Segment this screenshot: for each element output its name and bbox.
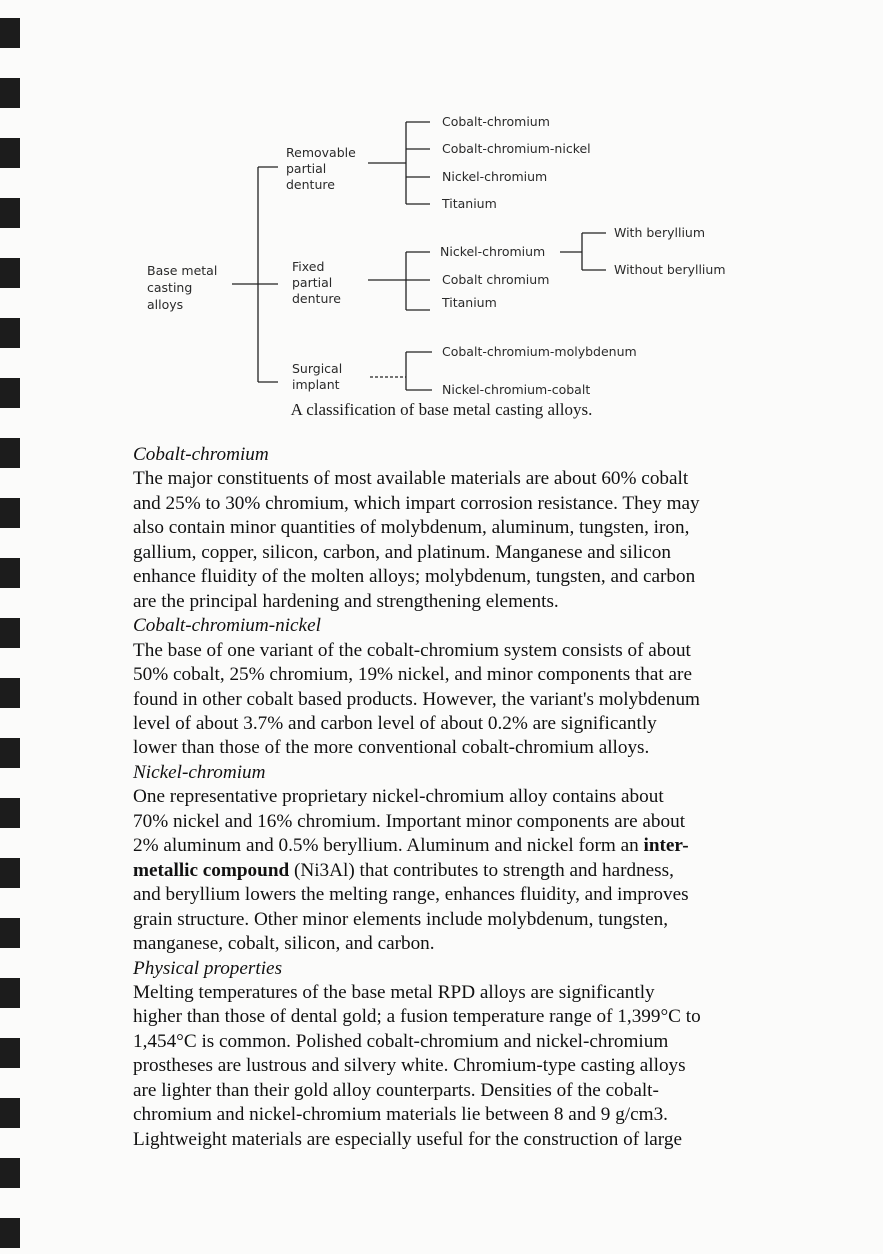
binding-hole	[0, 1218, 20, 1248]
branch-surgical-label: Surgical implant	[292, 361, 343, 392]
branch-fixed-label: Fixed partial denture	[292, 259, 341, 306]
leaf-label: Nickel-chromium	[440, 244, 546, 259]
section-body-text: (Ni3Al) that contributes to strength and hardness, and beryllium lowers the melting range, enhances fluidity, and improves grain structure. Other minor elements include molybdenum, tungsten, manganese, cobalt, silicon, and carbon.	[133, 859, 689, 955]
binding-hole	[0, 678, 20, 708]
section-heading: Cobalt-chromium-nickel	[133, 615, 321, 637]
diagram-caption: A classification of base metal casting alloys.	[290, 400, 593, 419]
section-body: The base of one variant of the cobalt-chromium system consists of about 50% cobalt, 25% chromium, 19% nickel, and minor components that are found in other cobalt based products. However, the variant's molybdenum level of about 3.7% and carbon level of about 0.2% are significantly lower than those of the more conventional cobalt-chromium alloys.	[133, 639, 700, 759]
binding-hole	[0, 1098, 20, 1128]
binding-hole	[0, 1158, 20, 1188]
section-body-text: One representative proprietary nickel-chromium alloy contains about 70% nickel and 16% chromium. Important minor components are about 2% aluminum and 0.5% beryllium. Aluminum and nickel form an	[133, 786, 686, 857]
section-body: Melting temperatures of the base metal RPD alloys are significantly higher than those of dental gold; a fusion temperature range of 1,399°C to 1,454°C is common. Polished cobalt-chromium and nickel-chromium prostheses are lustrous and silvery white. Chromium-type casting alloys are lighter than their gold alloy counterparts. Densities of the cobalt- chromium and nickel-chromium materials lie between 8 and 9 g/cm3. Lightweight materials are especially useful for the construction of large	[133, 981, 701, 1150]
binding-hole	[0, 858, 20, 888]
section-body: The major constituents of most available materials are about 60% cobalt and 25% to 30% chromium, which impart corrosion resistance. They may also contain minor quantities of molybdenum, aluminum, tungsten, iron, gallium, copper, silicon, carbon, and platinum. Manganese and silicon enhance fluidity of the molten alloys; molybdenum, tungsten, and carbon are the principal hardening and strengthening elements.	[133, 468, 700, 612]
binding-hole	[0, 498, 20, 528]
leaf-label: Cobalt-chromium-nickel	[442, 141, 591, 156]
binding-hole	[0, 438, 20, 468]
binding-hole	[0, 558, 20, 588]
branch-removable-label: Removable partial denture	[286, 145, 356, 192]
bold-term: inter- metallic compound	[133, 835, 689, 881]
section-body	[133, 785, 773, 956]
binding-hole	[0, 738, 20, 768]
binding-hole	[0, 978, 20, 1008]
diagram-root-label: Base metal casting alloys	[147, 263, 218, 312]
leaf-label: Cobalt chromium	[442, 272, 550, 287]
section-heading: Physical properties	[133, 957, 283, 979]
leaf-label: Without beryllium	[614, 262, 726, 277]
section-heading: Nickel-chromium	[133, 761, 266, 783]
leaf-label: Nickel-chromium	[442, 169, 548, 184]
body-text	[133, 443, 773, 1152]
binding-hole	[0, 918, 20, 948]
leaf-label: Cobalt-chromium-molybdenum	[442, 344, 637, 359]
leaf-label: Cobalt-chromium	[442, 114, 550, 129]
binding-hole	[0, 618, 20, 648]
leaf-label: Nickel-chromium-cobalt	[442, 382, 591, 397]
classification-diagram	[0, 0, 883, 430]
leaf-label: Titanium	[442, 196, 497, 211]
leaf-label: With beryllium	[614, 225, 706, 240]
binding-hole	[0, 1038, 20, 1068]
binding-hole	[0, 798, 20, 828]
section-heading: Cobalt-chromium	[133, 444, 269, 465]
leaf-label: Titanium	[442, 295, 497, 310]
